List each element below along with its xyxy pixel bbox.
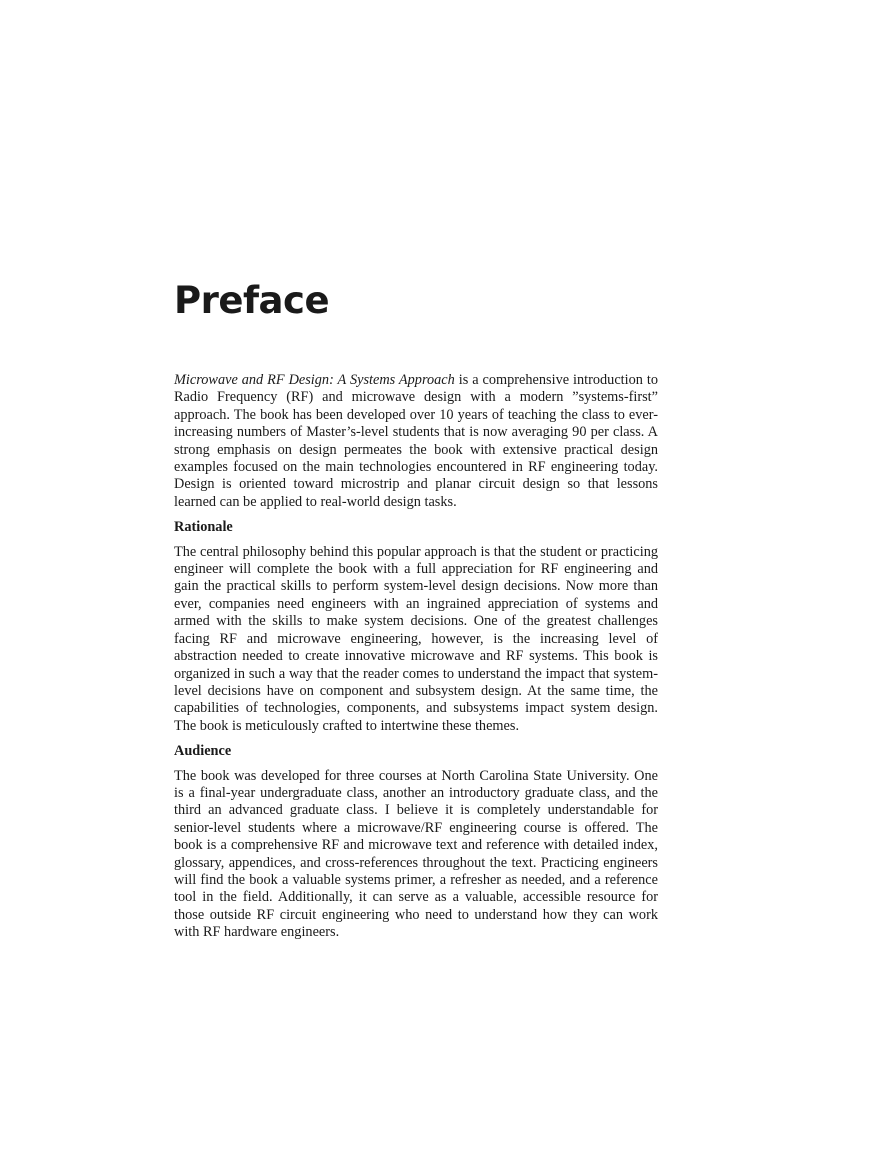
audience-paragraph: The book was developed for three courses at North Carolina State University. One is a final-year undergraduate class, another an introductory graduate class, and the third an advanced graduate class. I believe it is completely understandable for senior-level students where a microwave/RF engineering course is offered. The book is a comprehensive RF and microwave text and reference with detailed index, glossary, appendices, and cross-references throughout the text. Practicing engineers will find the book a valuable systems primer, a refresher as needed, and a reference tool in the field. Additionally, it can serve as a valuable, accessible resource for those outside RF circuit engineering who need to understand how they can work with RF hardware engineers. (174, 767, 658, 941)
section-heading-audience: Audience (174, 743, 232, 760)
intro-paragraph (174, 372, 658, 511)
section-heading-rationale: Rationale (174, 519, 233, 536)
body-text (174, 372, 658, 950)
book-title: Microwave and RF Design: A Systems Approach (174, 372, 455, 388)
rationale-paragraph: The central philosophy behind this popular approach is that the student or practicing engineer will complete the book with a full appreciation for RF engineering and gain the practical skills to perform system-level design decisions. Now more than ever, companies need engineers with an ingrained appreciation of systems and armed with the skills to make system decisions. One of the greatest challenges facing RF and microwave engineering, however, is the increasing level of abstraction needed to create innovative microwave and RF systems. This book is organized in such a way that the reader comes to understand the impact that system-level decisions have on component and subsystem design. At the same time, the capabilities of technologies, components, and subsystems impact system design. The book is meticulously crafted to intertwine these themes. (174, 543, 658, 734)
intro-text: is a comprehensive introduction to Radio Frequency (RF) and microwave design with a modern ”systems-first” approach. The book has been developed over 10 years of teaching the class to ever-increasing numbers of Master’s-level students that is now averaging 90 per class. A strong emphasis on design permeates the book with extensive practical design examples focused on the main technologies encountered in RF engineering today. Design is oriented toward microstrip and planar circuit design so that lessons learned can be applied to real-world design tasks. (174, 372, 658, 510)
chapter-title: Preface (174, 279, 330, 322)
